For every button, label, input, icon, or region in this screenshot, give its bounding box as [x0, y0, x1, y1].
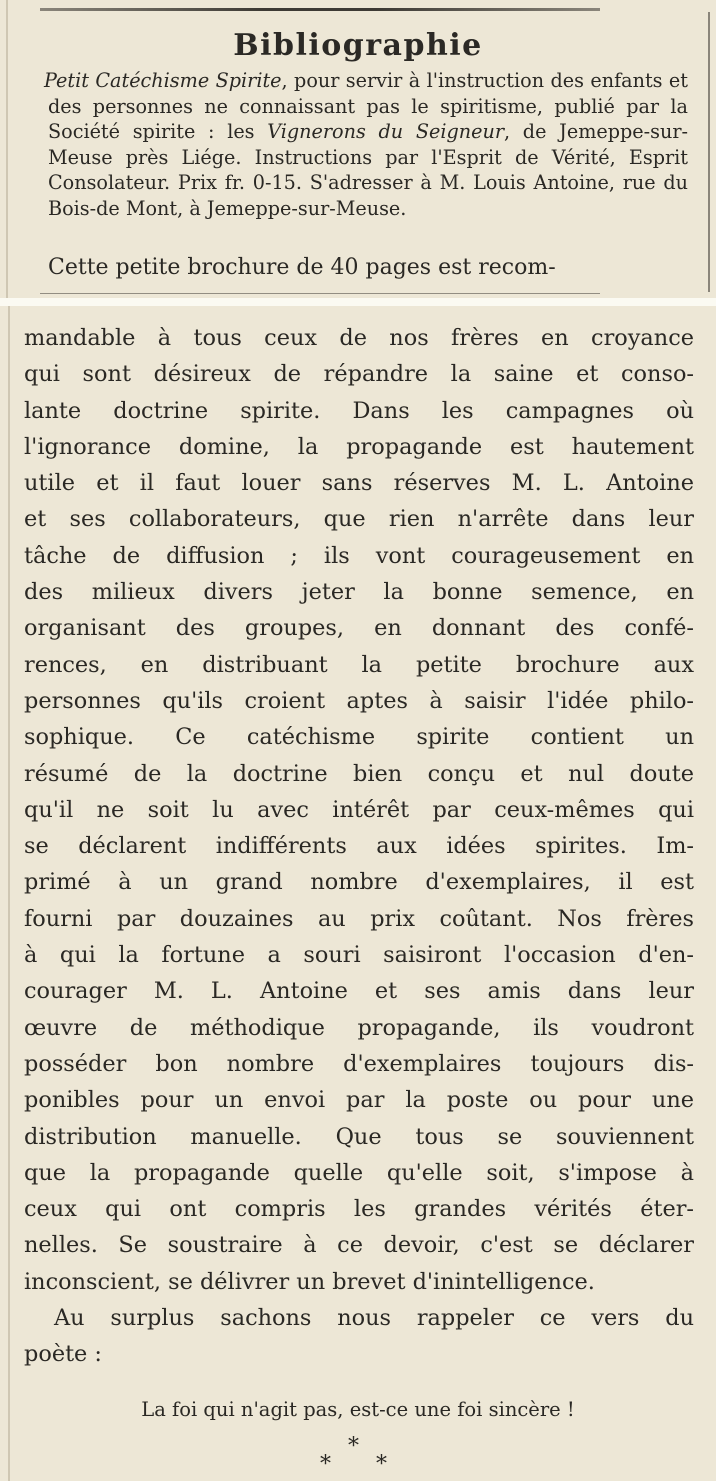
closing-line: poète :	[24, 1341, 102, 1368]
body-line: organisant des groupes, en donnant des confé-	[24, 615, 694, 642]
asterism-star: *	[376, 1452, 387, 1477]
body-line: et ses collaborateurs, que rien n'arrête dans leur	[24, 506, 694, 533]
body-line: qui sont désireux de répandre la saine et conso-	[24, 361, 694, 388]
society-name: Vignerons du Seigneur	[267, 120, 505, 144]
bottom-rule	[40, 293, 600, 294]
body-line: posséder bon nombre d'exemplaires toujours dis-	[24, 1050, 694, 1077]
body-line: distribution manuelle. Que tous se souviennent	[24, 1123, 694, 1150]
body-line: lante doctrine spirite. Dans les campagnes où	[24, 397, 694, 424]
upper-clipping	[0, 0, 716, 298]
body-line: que la propagande quelle qu'elle soit, s'impose à	[24, 1159, 694, 1186]
body-line: qu'il ne soit lu avec intérêt par ceux-mêmes qui	[24, 796, 694, 823]
quoted-verse: La foi qui n'agit pas, est-ce une foi sincère !	[141, 1398, 575, 1421]
asterism-star: *	[348, 1434, 359, 1459]
body-line: œuvre de méthodique propagande, ils voudront	[24, 1014, 694, 1041]
body-line: fourni par douzaines au prix coûtant. Nos frères	[24, 905, 694, 932]
body-line: sophique. Ce catéchisme spirite contient un	[24, 724, 694, 751]
body-line: ceux qui ont compris les grandes vérités éter-	[24, 1196, 694, 1223]
body-line: utile et il faut louer sans réserves M. L. Antoine	[24, 470, 694, 497]
asterism	[320, 1436, 400, 1476]
body-line: se déclarent indifférents aux idées spirites. Im-	[24, 833, 694, 860]
asterism-star: *	[320, 1452, 331, 1477]
body-line: tâche de diffusion ; ils vont courageusement en	[24, 542, 694, 569]
body-line: mandable à tous ceux de nos frères en croyance	[24, 325, 694, 351]
body-line: personnes qu'ils croient aptes à saisir l'idée philo-	[24, 687, 694, 714]
body-line: courager M. L. Antoine et ses amis dans leur	[24, 978, 694, 1005]
body-line: rences, en distribuant la petite brochure aux	[24, 651, 694, 678]
closing-line: Au surplus sachons nous rappeler ce vers du	[54, 1305, 694, 1332]
top-rule	[40, 8, 600, 11]
body-line: l'ignorance domine, la propagande est hautement	[24, 433, 694, 460]
body-line: nelles. Se soustraire à ce devoir, c'est se déclarer	[24, 1232, 694, 1259]
clipping-gap	[0, 298, 716, 306]
review-opening: Cette petite brochure de 40 pages est recom-	[48, 255, 556, 280]
book-title: Petit Catéchisme Spirite	[44, 69, 282, 92]
paper-edge	[8, 306, 10, 1481]
body-line: des milieux divers jeter la bonne semence, en	[24, 579, 694, 606]
body-line: primé à un grand nombre d'exemplaires, il est	[24, 869, 694, 896]
body-line: ponibles pour un envoi par la poste ou pour une	[24, 1087, 694, 1114]
section-heading: Bibliographie	[233, 28, 483, 63]
review-body	[24, 320, 694, 1373]
body-line: résumé de la doctrine bien conçu et nul doute	[24, 760, 694, 787]
body-line: à qui la fortune a souri saisiront l'occasion d'en-	[24, 942, 694, 969]
intro-text-2: , de Jemeppe-sur-Meuse près Liége. Instructions par l'Esprit de Vérité, Esprit Consolateur. Prix fr. 0-15. S'adresser à M. Louis Antoine, rue du Bois-de Mont, à Jemeppe-sur-Meuse.	[48, 120, 689, 220]
intro-text-1: , pour servir à l'instruction des enfants et des personnes ne connaissant pas le spiritisme, publié par la Société spirite : les	[48, 69, 688, 144]
body-line: inconscient, se délivrer un brevet d'inintelligence.	[24, 1268, 595, 1295]
intro-paragraph	[28, 68, 688, 222]
